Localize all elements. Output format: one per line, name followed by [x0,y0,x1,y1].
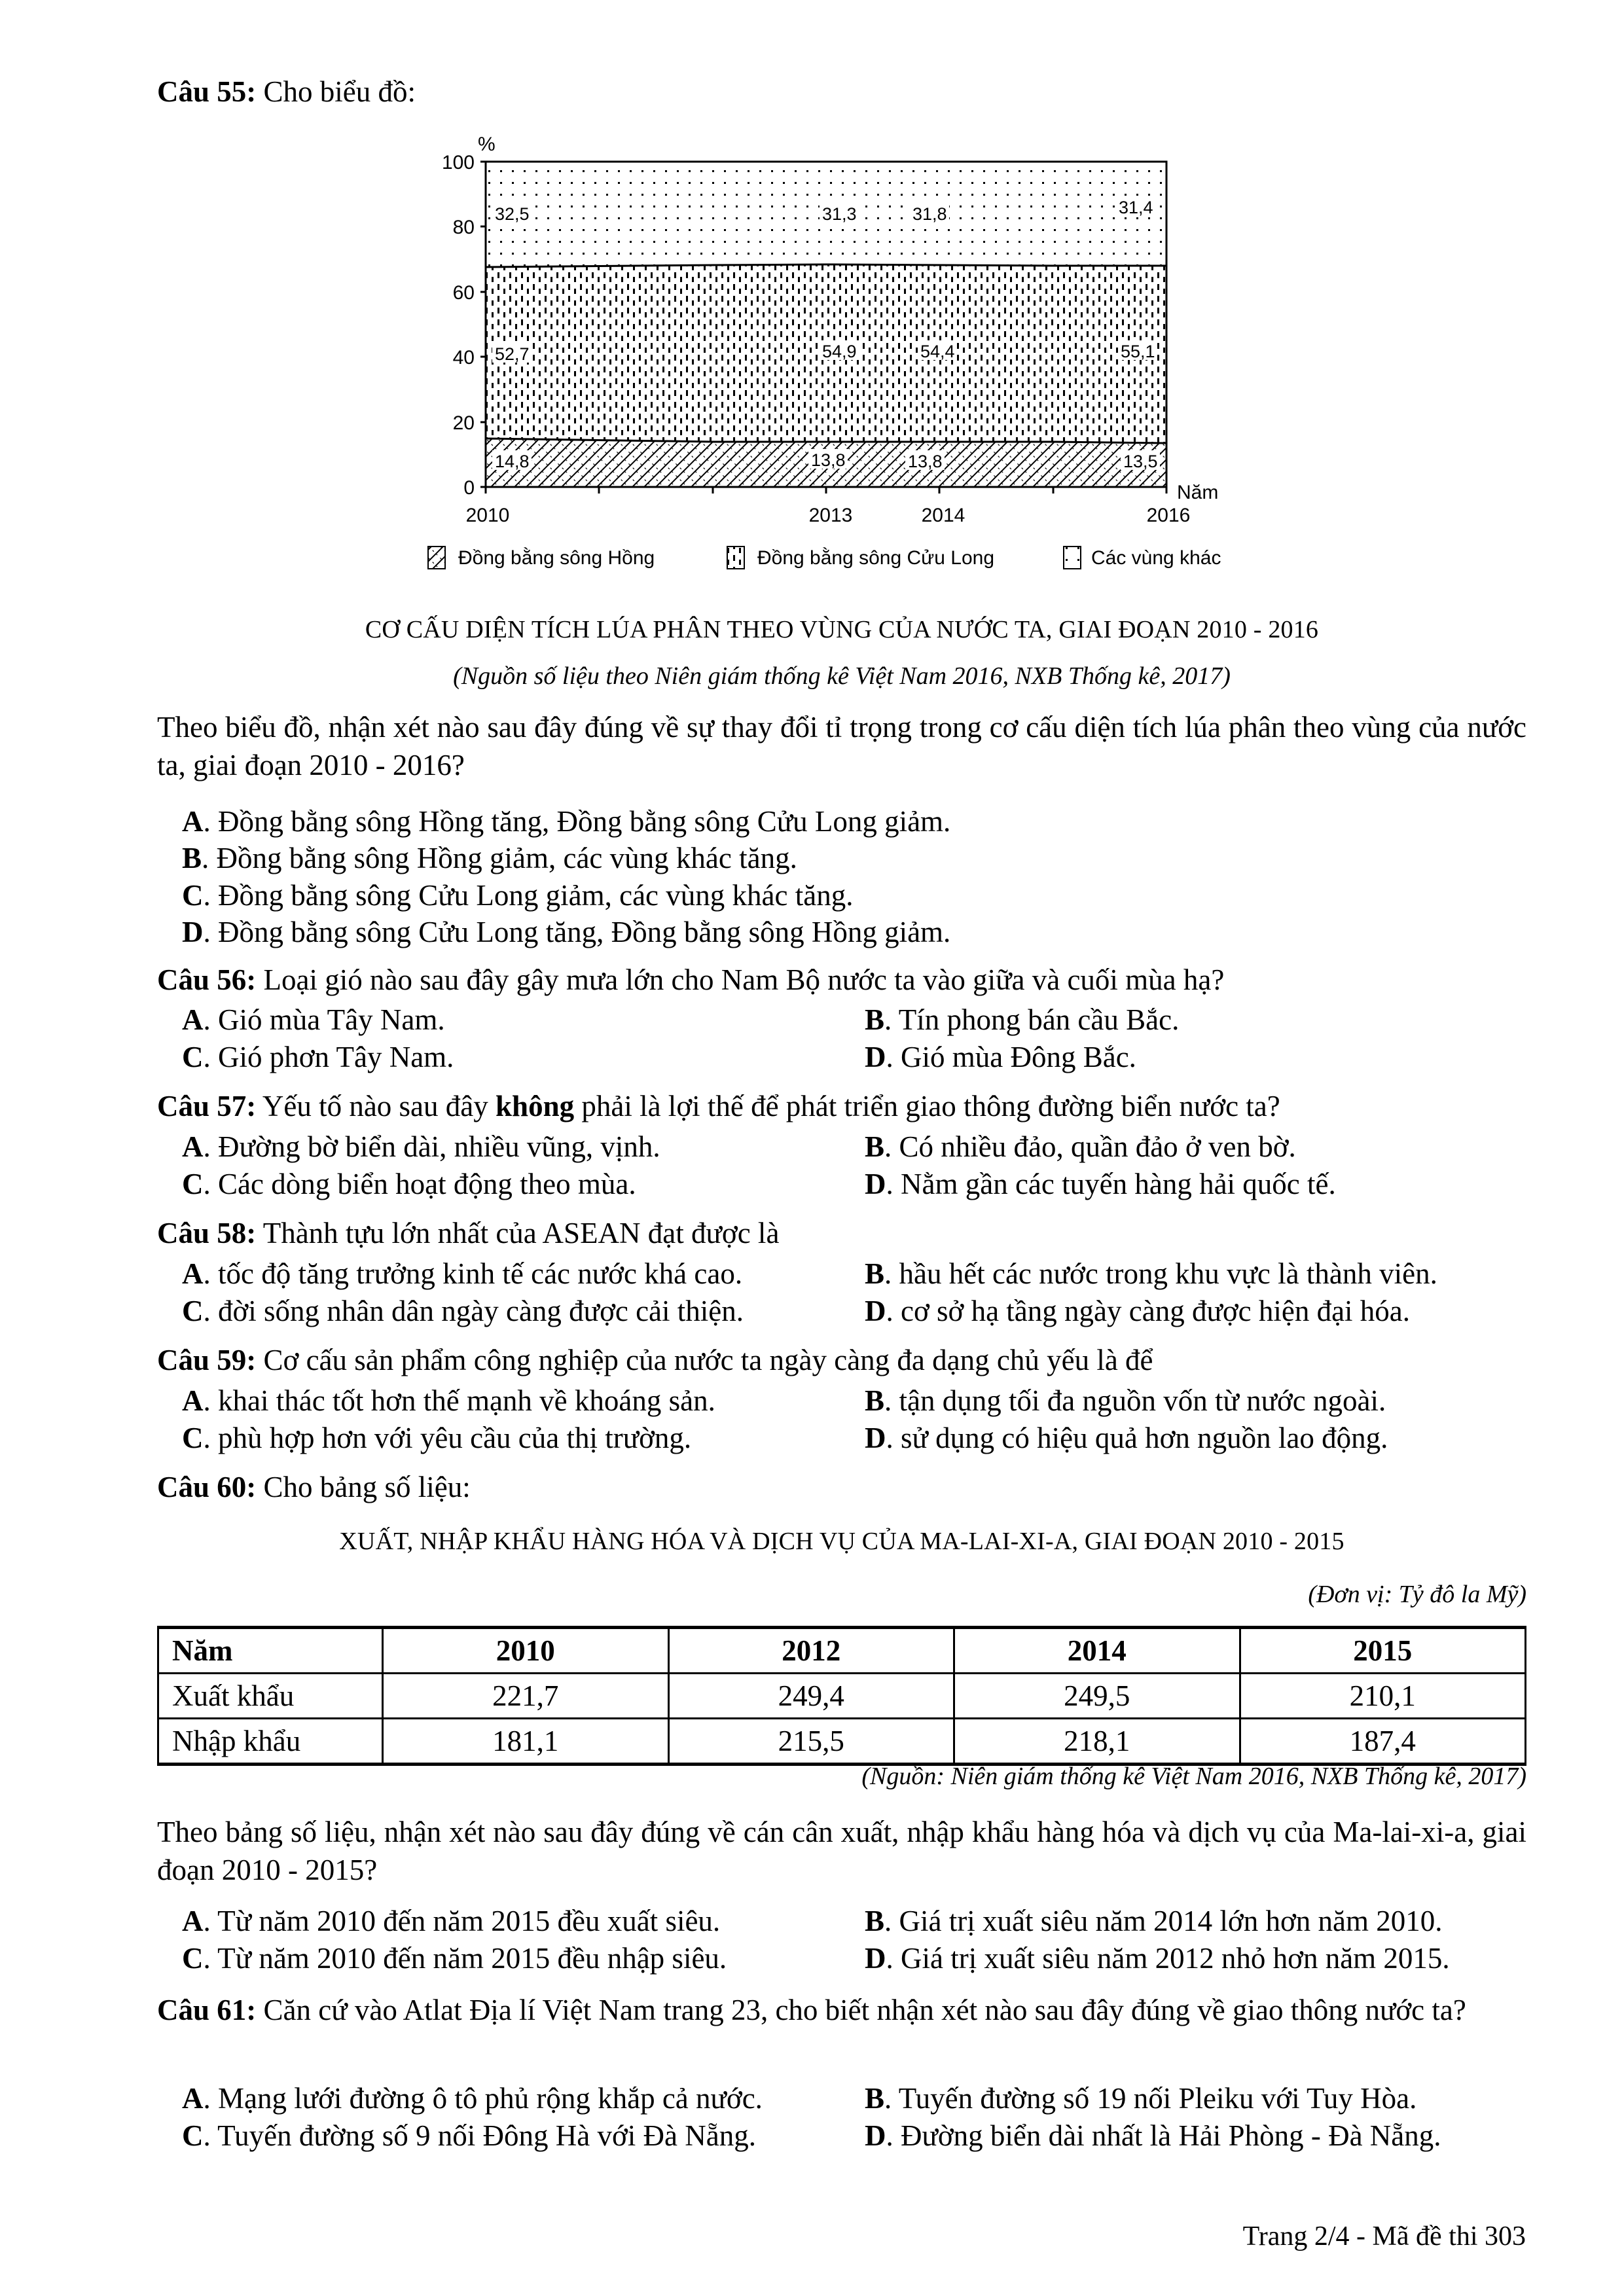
question-57-heading: Câu 57: Yếu tố nào sau đây không phải là lợi thế để phát triển giao thông đường biển nước ta? [157,1090,1280,1122]
answer-option-a[interactable]: A. khai thác tốt hơn thế mạnh về khoáng sản. [182,1384,715,1417]
table-cell: Xuất khẩu [158,1674,383,1719]
answer-option-b[interactable]: B. Đồng bằng sông Hồng giảm, các vùng khác tăng. [182,842,797,874]
page-footer: Trang 2/4 - Mã đề thi 303 [1242,2221,1526,2251]
crosshatch-swatch-icon [428,547,445,569]
question-58-heading: Câu 58: Thành tựu lớn nhất của ASEAN đạt được là [157,1217,780,1249]
chart-legend [428,547,1221,569]
answer-option-b[interactable]: B. Tín phong bán cầu Bắc. [865,1003,1180,1036]
question-stem: Cho biểu đồ: [256,75,416,108]
x-tick-label: 2016 [1146,505,1191,526]
x-axis [466,482,1219,526]
question-55-heading [157,73,416,110]
answer-option-b[interactable]: B. Giá trị xuất siêu năm 2014 lớn hơn năm 2010. [865,1905,1443,1937]
legend-item-dbscl [727,547,994,569]
table-row [158,1719,1526,1765]
table-unit: (Đơn vị: Tỷ đô la Mỹ) [1308,1581,1526,1608]
svg-text:54,9: 54,9 [822,342,857,361]
table-cell: 181,1 [383,1719,669,1765]
y-tick-60: 60 [452,282,475,304]
x-tick-label: 2014 [921,505,965,526]
svg-text:13,5: 13,5 [1123,452,1158,471]
chart-source: (Nguồn số liệu theo Niên giám thống kê Việt Nam 2016, NXB Thống kê, 2017) [453,662,1231,690]
table-cell: 249,4 [668,1674,954,1719]
answer-option-a[interactable]: A. Mạng lưới đường ô tô phủ rộng khắp cả nước. [182,2082,763,2115]
answer-option-c[interactable]: C. phù hợp hơn với yêu cầu của thị trường. [182,1422,692,1454]
table-header-cell: Năm [158,1628,383,1674]
answer-option-a[interactable]: A. Đồng bằng sông Hồng tăng, Đồng bằng sông Cửu Long giảm. [182,805,951,838]
svg-text:52,7: 52,7 [495,344,530,364]
answer-option-c[interactable]: C. Đồng bằng sông Cửu Long giảm, các vùng khác tăng. [182,879,854,912]
answer-option-a[interactable]: A. tốc độ tăng trưởng kinh tế các nước khá cao. [182,1257,743,1290]
question-56-heading: Câu 56: Loại gió nào sau đây gây mưa lớn cho Nam Bộ nước ta vào giữa và cuối mùa hạ? [157,963,1225,996]
data-table [157,1626,1526,1766]
table-row [158,1674,1526,1719]
svg-text:31,3: 31,3 [822,204,857,224]
answer-option-d[interactable]: D. sử dụng có hiệu quả hơn nguồn lao động. [865,1422,1388,1454]
question-label: Câu 55: [157,75,257,108]
answer-option-d[interactable]: D. cơ sở hạ tầng ngày càng được hiện đại hóa. [865,1295,1411,1327]
table-header-cell: 2010 [383,1628,669,1674]
x-tick-label: 2010 [465,505,510,526]
table-cell: Nhập khẩu [158,1719,383,1765]
table-header-cell: 2012 [668,1628,954,1674]
table-title: XUẤT, NHẬP KHẨU HÀNG HÓA VÀ DỊCH VỤ CỦA MA-LAI-XI-A, GIAI ĐOẠN 2010 - 2015 [339,1528,1344,1555]
legend-item-cac-vung-khac [1064,547,1221,569]
svg-text:Đồng bằng sông Hồng: Đồng bằng sông Hồng [458,547,655,569]
table-cell: 218,1 [954,1719,1240,1765]
y-tick-80: 80 [452,217,475,238]
answer-option-b[interactable]: B. Tuyến đường số 19 nối Pleiku với Tuy Hòa. [865,2082,1417,2115]
dashes-swatch-icon [727,547,744,569]
table-cell: 187,4 [1240,1719,1526,1765]
answer-option-a[interactable]: A. Gió mùa Tây Nam. [182,1003,445,1036]
svg-text:Đồng bằng sông Cửu Long: Đồng bằng sông Cửu Long [757,547,995,569]
dots-swatch-icon [1064,547,1081,569]
svg-text:55,1: 55,1 [1121,342,1155,361]
table-source: (Nguồn: Niên giám thống kê Việt Nam 2016, NXB Thống kê, 2017) [861,1763,1526,1790]
x-axis-label: Năm [1177,482,1219,503]
y-tick-20: 20 [452,412,475,434]
emphasis-not: không [496,1090,575,1122]
table-header-cell: 2014 [954,1628,1240,1674]
svg-text:13,8: 13,8 [908,452,943,471]
question-60-text: Theo bảng số liệu, nhận xét nào sau đây đúng về cán cân xuất, nhập khẩu hàng hóa và dịch vụ của Ma-lai-xi-a, giai đoạn 2010 - 2015? [157,1816,1526,1886]
chart-title: CƠ CẤU DIỆN TÍCH LÚA PHÂN THEO VÙNG CỦA NƯỚC TA, GIAI ĐOẠN 2010 - 2016 [365,616,1319,643]
answer-option-a[interactable]: A. Từ năm 2010 đến năm 2015 đều xuất siêu. [182,1905,721,1937]
table-header-cell: 2015 [1240,1628,1526,1674]
answer-option-c[interactable]: C. đời sống nhân dân ngày càng được cải thiện. [182,1295,744,1327]
answer-option-c[interactable]: C. Tuyến đường số 9 nối Đông Hà với Đà Nẵng. [182,2119,756,2152]
answer-option-c[interactable]: C. Các dòng biển hoạt động theo mùa. [182,1168,636,1200]
svg-text:31,8: 31,8 [912,204,947,224]
question-55-text: Theo biểu đồ, nhận xét nào sau đây đúng về sự thay đổi tỉ trọng trong cơ cấu diện tích lúa phân theo vùng của nước ta, giai đoạn 2010 - 2016? [157,711,1526,781]
answer-option-d[interactable]: D. Giá trị xuất siêu năm 2012 nhỏ hơn năm 2015. [865,1942,1450,1975]
x-tick-label: 2013 [808,505,853,526]
table-cell: 221,7 [383,1674,669,1719]
question-59-heading: Câu 59: Cơ cấu sản phẩm công nghiệp của nước ta ngày càng đa dạng chủ yếu là để [157,1344,1153,1376]
question-60-heading: Câu 60: Cho bảng số liệu: [157,1471,471,1503]
answer-option-c[interactable]: C. Gió phơn Tây Nam. [182,1041,454,1073]
svg-text:Các vùng khác: Các vùng khác [1091,547,1221,569]
answer-option-b[interactable]: B. Có nhiều đảo, quần đảo ở ven bờ. [865,1130,1296,1163]
table-cell: 249,5 [954,1674,1240,1719]
legend-item-dbsh [428,547,655,569]
answer-option-b[interactable]: B. tận dụng tối đa nguồn vốn từ nước ngoài. [865,1384,1386,1417]
answer-option-d[interactable]: D. Đường biển dài nhất là Hải Phòng - Đà Nẵng. [865,2119,1441,2152]
table-header-row [158,1628,1526,1674]
question-61-heading: Câu 61: Căn cứ vào Atlat Địa lí Việt Nam trang 23, cho biết nhận xét nào sau đây đúng về giao thông nước ta? [157,1994,1466,2026]
answer-option-a[interactable]: A. Đường bờ biển dài, nhiều vũng, vịnh. [182,1130,660,1163]
answer-option-d[interactable]: D. Gió mùa Đông Bắc. [865,1041,1136,1073]
answer-option-c[interactable]: C. Từ năm 2010 đến năm 2015 đều nhập siêu. [182,1942,727,1975]
svg-text:54,4: 54,4 [920,342,955,361]
table-cell: 215,5 [668,1719,954,1765]
y-tick-100: 100 [441,152,475,173]
svg-text:13,8: 13,8 [811,450,846,470]
y-tick-0: 0 [463,477,475,499]
y-tick-40: 40 [452,347,475,368]
y-axis-unit: % [478,134,496,155]
stacked-area-chart [393,118,1270,589]
svg-text:31,4: 31,4 [1119,198,1153,217]
svg-text:14,8: 14,8 [495,452,530,471]
answer-option-d[interactable]: D. Nằm gần các tuyến hàng hải quốc tế. [865,1168,1336,1200]
answer-option-b[interactable]: B. hầu hết các nước trong khu vực là thành viên. [865,1257,1437,1290]
answer-option-d[interactable]: D. Đồng bằng sông Cửu Long tăng, Đồng bằng sông Hồng giảm. [182,916,951,948]
svg-text:32,5: 32,5 [495,204,530,224]
table-cell: 210,1 [1240,1674,1526,1719]
